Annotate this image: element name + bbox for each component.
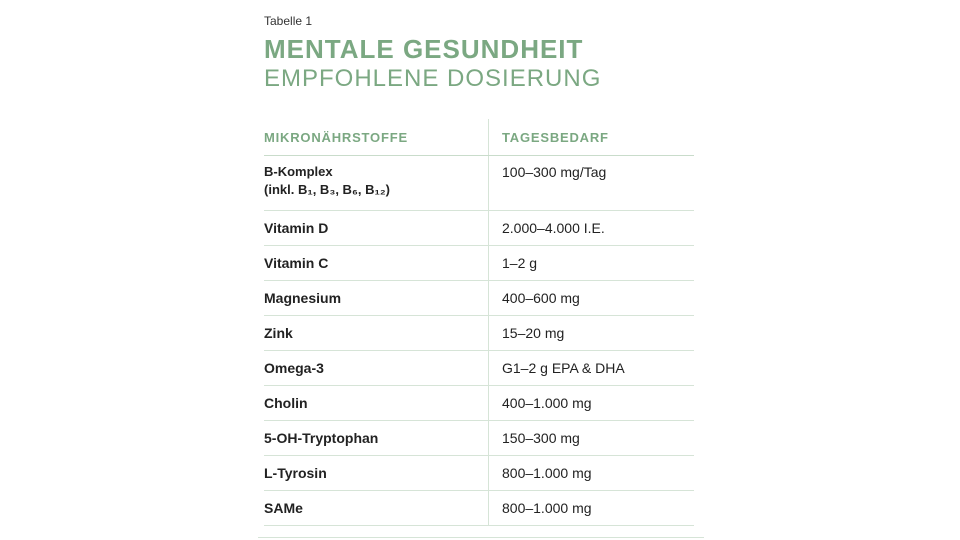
table-row	[264, 421, 694, 456]
dose-cell: 15–20 mg	[489, 316, 695, 351]
nutrient-name: 5-OH-Tryptophan	[264, 421, 489, 456]
nutrient-name: B-Komplex	[264, 164, 333, 179]
dose-cell: 2.000–4.000 I.E.	[489, 211, 695, 246]
nutrient-detail: (inkl. B₁, B₃, B₆, B₁₂)	[264, 182, 390, 197]
document-title: MENTALE GESUNDHEIT	[264, 34, 584, 64]
nutrient-name: L-Tyrosin	[264, 456, 489, 491]
header-micronutrients: MIKRONÄHRSTOFFE	[264, 119, 489, 156]
table-row	[264, 246, 694, 281]
table-header-row	[264, 119, 694, 156]
table-label: Tabelle 1	[264, 14, 313, 28]
nutrient-name: Vitamin C	[264, 246, 489, 281]
dose-cell: 100–300 mg/Tag	[489, 156, 695, 211]
dose-cell: 1–2 g	[489, 246, 695, 281]
document-subtitle: EMPFOHLENE DOSIERUNG	[264, 65, 602, 92]
table-row	[264, 351, 694, 386]
dose-cell: 150–300 mg	[489, 421, 695, 456]
table-row	[264, 316, 694, 351]
dose-cell: 400–1.000 mg	[489, 386, 695, 421]
dosage-table	[264, 119, 694, 526]
dose-cell: 400–600 mg	[489, 281, 695, 316]
table-row	[264, 386, 694, 421]
page-bottom-divider	[258, 537, 704, 538]
table-row	[264, 211, 694, 246]
document-page	[264, 14, 696, 526]
nutrient-name: SAMe	[264, 491, 489, 526]
dose-cell: 800–1.000 mg	[489, 456, 695, 491]
header-daily-requirement: TAGESBEDARF	[489, 119, 695, 156]
dose-cell: 800–1.000 mg	[489, 491, 695, 526]
nutrient-name: Vitamin D	[264, 211, 489, 246]
dose-cell: G1–2 g EPA & DHA	[489, 351, 695, 386]
nutrient-name: Magnesium	[264, 281, 489, 316]
table-row	[264, 456, 694, 491]
table-row	[264, 281, 694, 316]
nutrient-name: Omega-3	[264, 351, 489, 386]
nutrient-name: Zink	[264, 316, 489, 351]
nutrient-name: Cholin	[264, 386, 489, 421]
table-row	[264, 491, 694, 526]
nutrient-cell	[264, 156, 489, 211]
table-row	[264, 156, 694, 211]
